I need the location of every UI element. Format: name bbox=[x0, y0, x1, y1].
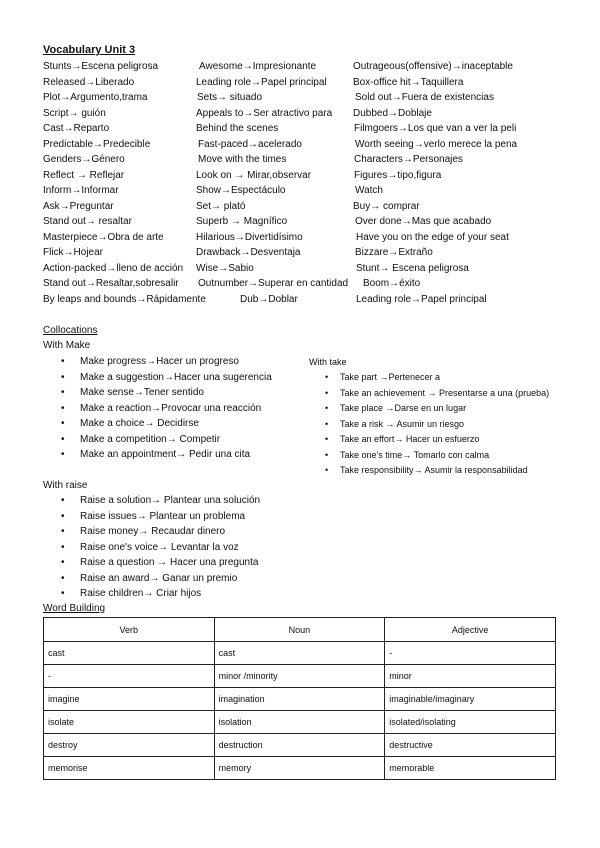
table-row bbox=[44, 665, 556, 688]
vocab-row bbox=[43, 201, 583, 217]
vocab-entry: Stunts→Escena peligrosa bbox=[43, 61, 159, 72]
vocab-entry: Box-office hit→Taquillera bbox=[353, 76, 464, 88]
table-cell: minor /minority bbox=[214, 665, 385, 688]
vocab-row bbox=[43, 263, 583, 279]
with-raise-label: With raise bbox=[43, 480, 88, 491]
vocab-row bbox=[43, 232, 583, 248]
vocab-entry: Outrageous(offensive)→inaceptable bbox=[353, 61, 513, 72]
vocab-row bbox=[43, 123, 583, 139]
table-cell: - bbox=[385, 642, 556, 665]
vocab-entry: Dub→Doblar bbox=[240, 293, 298, 305]
vocab-entry: Appeals to→Ser atractivo para bbox=[196, 107, 333, 119]
vocab-entry: Leading role→Papel principal bbox=[196, 76, 327, 88]
vocab-row bbox=[43, 216, 583, 232]
list-item: • Raise children→ Criar hijos bbox=[80, 588, 201, 600]
table-cell: minor bbox=[385, 665, 556, 688]
vocab-entry: Move with the times bbox=[198, 154, 287, 165]
list-item: • Make a competition→ Competir bbox=[80, 434, 220, 446]
with-take-label: With take bbox=[309, 357, 347, 367]
list-item: • Make progress→Hacer un progreso bbox=[80, 356, 239, 368]
table-cell: destructive bbox=[385, 734, 556, 757]
vocab-entry: Wise→Sabio bbox=[196, 262, 254, 274]
collocations-heading: Collocations bbox=[43, 325, 98, 336]
table-row bbox=[44, 642, 556, 665]
table-cell: imagine bbox=[44, 688, 215, 711]
vocab-entry: Look on → Mirar,observar bbox=[196, 169, 312, 181]
column-header-adjective: Adjective bbox=[385, 618, 556, 642]
page-title: Vocabulary Unit 3 bbox=[43, 44, 136, 56]
vocab-entry: Have you on the edge of your seat bbox=[356, 231, 509, 243]
vocab-entry: Outnumber→Superar en cantidad bbox=[198, 278, 349, 289]
table-cell: cast bbox=[44, 642, 215, 665]
vocab-entry: Hilarious→Divertidísimo bbox=[196, 231, 303, 243]
list-item: • Raise a solution→ Plantear una solución bbox=[80, 495, 260, 507]
vocab-entry: Figures→tipo,figura bbox=[354, 169, 442, 181]
vocab-entry: Over done→Mas que acabado bbox=[355, 216, 492, 227]
list-item: • Take part →Pertenecer a bbox=[340, 371, 440, 383]
table-cell: isolated/isolating bbox=[385, 711, 556, 734]
column-header-noun: Noun bbox=[214, 618, 385, 642]
list-item: • Make a choice→ Decidirse bbox=[80, 418, 199, 430]
vocab-entry: Dubbed→Doblaje bbox=[353, 107, 432, 119]
table-cell: isolate bbox=[44, 711, 215, 734]
vocab-row bbox=[43, 77, 583, 93]
vocab-entry: Stand out→Resaltar,sobresalir bbox=[43, 278, 179, 289]
vocab-entry: By leaps and bounds→Rápidamente bbox=[43, 293, 206, 305]
vocab-entry: Ask→Preguntar bbox=[43, 200, 114, 212]
list-item: • Raise one's voice→ Levantar la voz bbox=[80, 542, 239, 554]
vocab-row bbox=[43, 61, 583, 77]
vocab-entry: Masterpiece→Obra de arte bbox=[43, 231, 164, 243]
vocab-entry: Behind the scenes bbox=[196, 123, 279, 134]
vocab-row bbox=[43, 294, 583, 310]
vocab-entry: Superb → Magnífico bbox=[196, 216, 288, 227]
list-item: • Make a reaction→Provocar una reacción bbox=[80, 403, 261, 415]
table-cell: memory bbox=[214, 757, 385, 780]
list-item: • Take an achievement → Presentarse a una (prueba) bbox=[340, 387, 549, 399]
vocab-entry: Watch bbox=[355, 185, 383, 196]
vocab-row bbox=[43, 278, 583, 294]
vocab-entry: Buy→ comprar bbox=[353, 200, 420, 212]
table-cell: - bbox=[44, 665, 215, 688]
vocab-entry: Sets→ situado bbox=[197, 92, 263, 103]
vocab-row bbox=[43, 170, 583, 186]
vocab-entry: Script→ guión bbox=[43, 107, 106, 119]
vocab-row bbox=[43, 139, 583, 155]
vocab-entry: Drawback→Desventaja bbox=[196, 247, 301, 258]
table-row bbox=[44, 757, 556, 780]
vocab-entry: Awesome→Impresionante bbox=[199, 61, 317, 72]
vocab-entry: Reflect → Reflejar bbox=[43, 169, 125, 181]
vocab-row bbox=[43, 185, 583, 201]
vocab-row bbox=[43, 247, 583, 263]
table-row bbox=[44, 711, 556, 734]
list-item: • Take one's time→ Tomarlo con calma bbox=[340, 449, 489, 461]
vocab-row bbox=[43, 154, 583, 170]
table-cell: imagination bbox=[214, 688, 385, 711]
table-cell: destroy bbox=[44, 734, 215, 757]
vocab-entry: Stunt→ Escena peligrosa bbox=[356, 262, 469, 274]
table-row bbox=[44, 734, 556, 757]
vocab-entry: Show→Espectáculo bbox=[196, 185, 286, 196]
list-item: • Raise an award→ Ganar un premio bbox=[80, 573, 237, 585]
vocab-entry: Boom→éxito bbox=[363, 278, 421, 289]
table-cell: imaginable/imaginary bbox=[385, 688, 556, 711]
list-item: • Make sense→Tener sentido bbox=[80, 387, 204, 399]
vocab-entry: Predictable→Predecible bbox=[43, 138, 151, 150]
vocab-entry: Action-packed→lleno de acción bbox=[43, 262, 184, 274]
vocab-row bbox=[43, 108, 583, 124]
vocab-entry: Stand out→ resaltar bbox=[43, 216, 132, 227]
table-cell: cast bbox=[214, 642, 385, 665]
vocab-entry: Fast-paced→acelerado bbox=[198, 138, 302, 150]
list-item: • Take place →Darse en un lugar bbox=[340, 402, 466, 414]
table-cell: destruction bbox=[214, 734, 385, 757]
table-header-row bbox=[44, 618, 556, 642]
list-item: • Raise issues→ Plantear un problema bbox=[80, 511, 245, 523]
vocab-entry: Plot→Argumento,trama bbox=[43, 92, 148, 103]
vocab-entry: Inform→Informar bbox=[43, 185, 119, 196]
table-cell: isolation bbox=[214, 711, 385, 734]
vocab-entry: Characters→Personajes bbox=[354, 154, 463, 165]
table-row bbox=[44, 688, 556, 711]
list-item: • Take an effort→ Hacer un esfuerzo bbox=[340, 433, 479, 445]
vocab-row bbox=[43, 92, 583, 108]
word-building-heading: Word Building bbox=[43, 603, 106, 614]
vocab-entry: Flick→Hojear bbox=[43, 247, 104, 258]
list-item: • Make a suggestion→Hacer una sugerencia bbox=[80, 372, 272, 384]
vocab-entry: Worth seeing→verlo merece la pena bbox=[355, 138, 518, 150]
list-item: • Take a risk → Asumir un riesgo bbox=[340, 418, 464, 430]
list-item: • Raise money→ Recaudar dinero bbox=[80, 526, 225, 538]
with-make-label: With Make bbox=[43, 340, 91, 351]
table-cell: memorise bbox=[44, 757, 215, 780]
vocab-entry: Leading role→Papel principal bbox=[356, 293, 487, 305]
vocab-entry: Filmgoers→Los que van a ver la peli bbox=[354, 123, 517, 134]
vocab-entry: Sold out→Fuera de existencias bbox=[355, 92, 494, 103]
column-header-verb: Verb bbox=[44, 618, 215, 642]
list-item: • Make an appointment→ Pedir una cita bbox=[80, 449, 250, 461]
list-item: • Raise a question → Hacer una pregunta bbox=[80, 557, 258, 569]
table-cell: memorable bbox=[385, 757, 556, 780]
vocab-entry: Set→ plató bbox=[196, 200, 246, 212]
list-item: • Take responsibility→ Asumir la responsabilidad bbox=[340, 464, 528, 476]
vocab-entry: Bizzare→Extraño bbox=[355, 247, 433, 258]
vocab-entry: Cast→Reparto bbox=[43, 123, 110, 134]
vocab-entry: Released→Liberado bbox=[43, 76, 135, 88]
word-building-table bbox=[43, 617, 556, 780]
vocab-entry: Genders→Género bbox=[43, 154, 125, 165]
